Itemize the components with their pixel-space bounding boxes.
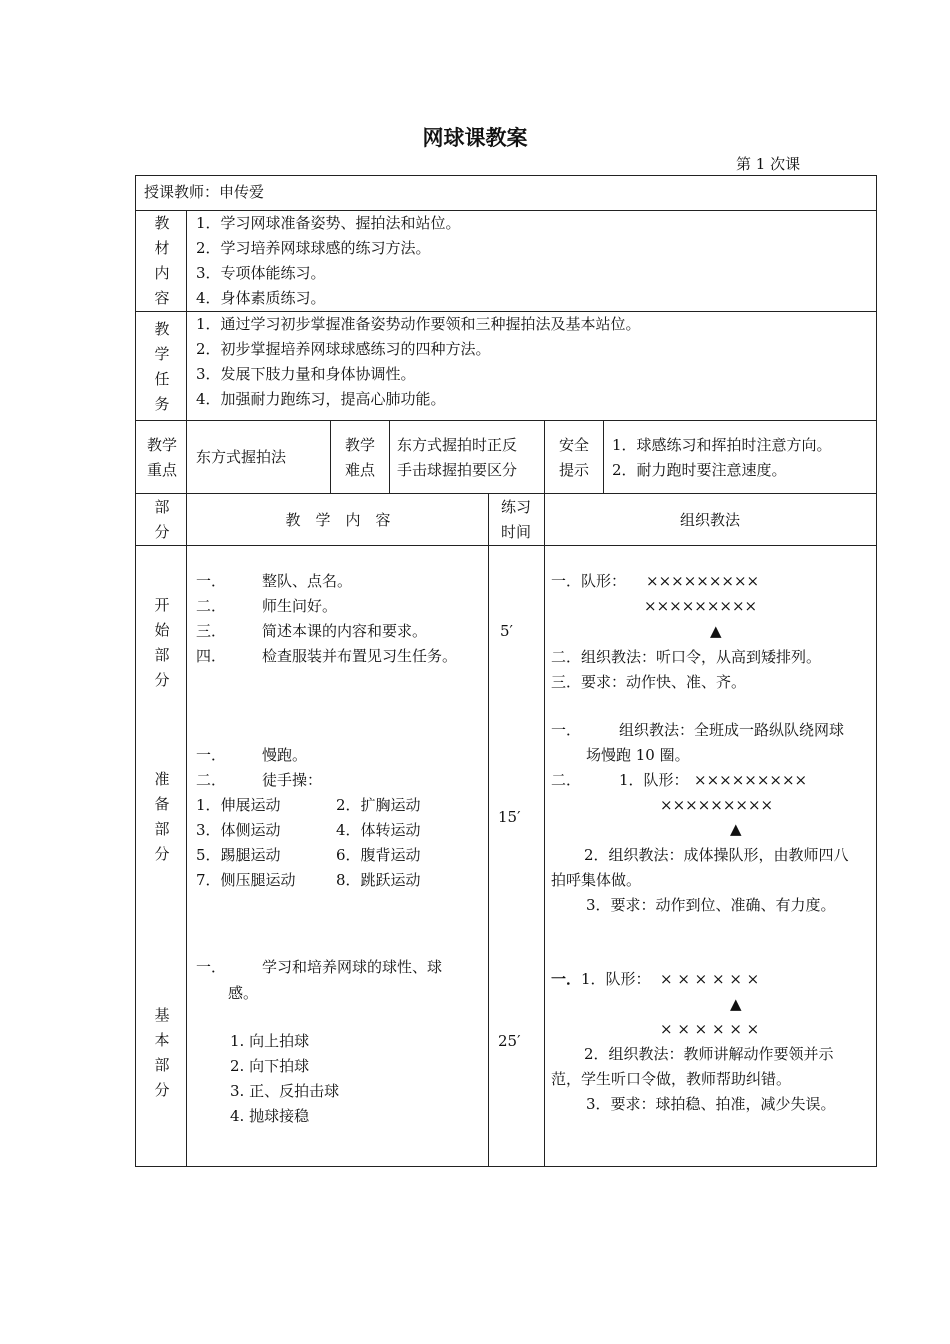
prep-method-line: 3．要求：动作到位、准确、有力度。 xyxy=(586,896,836,914)
list-item: 3．专项体能练习。 xyxy=(196,264,326,282)
formation-row: × × × × × × xyxy=(660,1020,760,1038)
exercise-row: 7．侧压腿运动 8．跳跃运动 xyxy=(196,871,421,889)
tasks-label: 教 学 任 务 xyxy=(154,320,170,413)
material-label: 教 材 内 容 xyxy=(154,214,170,307)
key-point-label: 教学 重点 xyxy=(146,436,177,479)
difficulty-value: 东方式握拍时正反 手击球握拍要区分 xyxy=(397,436,518,479)
prep-method-line: 场慢跑 10 圈。 xyxy=(586,746,690,764)
col-divider xyxy=(186,210,187,1166)
list-item: 3. 正、反拍击球 xyxy=(230,1082,340,1100)
formation-row: ××××××××× xyxy=(646,572,760,590)
list-item: 2．耐力跑时要注意速度。 xyxy=(612,461,787,479)
prep-method-line: 拍呼集体做。 xyxy=(551,871,642,889)
list-item: 二． 徒手操： xyxy=(196,771,323,789)
list-item: 2．初步掌握培养网球球感练习的四种方法。 xyxy=(196,340,491,358)
teacher-triangle-icon: ▲ xyxy=(730,820,742,838)
list-item: 2．学习培养网球球感的练习方法。 xyxy=(196,239,431,257)
difficulty-label: 教学 难点 xyxy=(344,436,375,479)
list-item: 3．发展下肢力量和身体协调性。 xyxy=(196,365,416,383)
col-divider xyxy=(488,493,489,1166)
prep-method-line: 一． 组织教法：全班成一路纵队绕网球 xyxy=(551,721,845,739)
basic-method-line: 2．组织教法：教师讲解动作要领并示 xyxy=(584,1045,834,1063)
basic-content-title: 感。 xyxy=(228,984,259,1002)
safety-list xyxy=(612,433,832,483)
prep-content xyxy=(196,743,421,893)
formation-row: × × × × × × xyxy=(660,970,760,988)
header-method: 组织教法 xyxy=(679,511,740,529)
header-content: 教 学 内 容 xyxy=(285,511,391,529)
safety-label: 安全 提示 xyxy=(558,436,589,479)
prep-time: 15′ xyxy=(498,808,521,826)
start-method-line: 三．要求：动作快、准、齐。 xyxy=(551,673,747,691)
list-item: 一． 慢跑。 xyxy=(196,746,308,764)
section-prep-label: 准 备 部 分 xyxy=(154,770,170,863)
basic-method-line: 范，学生听口令做，教师帮助纠错。 xyxy=(551,1070,792,1088)
prep-method-line: 二． 1．队形： xyxy=(551,771,689,789)
lesson-number: 第 1 次课 xyxy=(736,155,801,173)
teacher-triangle-icon: ▲ xyxy=(710,622,722,640)
section-basic-label: 基 本 部 分 xyxy=(154,1006,170,1099)
header-part: 部 分 xyxy=(154,498,170,541)
teacher-triangle-icon: ▲ xyxy=(730,995,742,1013)
row-divider xyxy=(135,545,877,546)
prep-method-line: 2．组织教法：成体操队形，由教师四八 xyxy=(584,846,849,864)
list-item: 一． 整队、点名。 xyxy=(196,572,353,590)
material-list xyxy=(196,211,461,311)
start-time: 5′ xyxy=(500,622,513,640)
basic-content-title: 一． 学习和培养网球的球性、球 xyxy=(196,958,443,976)
tasks-list xyxy=(196,312,641,412)
start-content xyxy=(196,569,457,669)
list-item: 2. 向下拍球 xyxy=(230,1057,310,1075)
formation-row: ××××××××× xyxy=(660,796,774,814)
list-item: 4．身体素质练习。 xyxy=(196,289,326,307)
list-item: 1．通过学习初步掌握准备姿势动作要领和三种握拍法及基本站位。 xyxy=(196,315,641,333)
start-method-line: 一．队形： xyxy=(551,572,627,590)
list-item: 4．加强耐力跑练习，提高心肺功能。 xyxy=(196,390,446,408)
col-divider xyxy=(389,420,390,493)
col-divider xyxy=(330,420,331,493)
formation-row: ××××××××× xyxy=(644,597,758,615)
list-item: 1．球感练习和挥拍时注意方向。 xyxy=(612,436,832,454)
section-start-label: 开 始 部 分 xyxy=(154,596,170,689)
start-method-line: 二．组织教法：听口令，从高到矮排列。 xyxy=(551,648,822,666)
basic-method-line: 一．1．队形： xyxy=(551,970,651,988)
exercise-row: 3．体侧运动 4．体转运动 xyxy=(196,821,421,839)
key-point-value: 东方式握拍法 xyxy=(196,448,287,466)
basic-time: 25′ xyxy=(498,1032,521,1050)
basic-method-line: 3．要求：球拍稳、拍准，减少失误。 xyxy=(586,1095,836,1113)
list-item: 二． 师生问好。 xyxy=(196,597,338,615)
teacher-name: 授课教师：申传爱 xyxy=(144,183,265,201)
page-title: 网球课教案 xyxy=(422,126,528,150)
col-divider xyxy=(603,420,604,493)
list-item: 4. 抛球接稳 xyxy=(230,1107,310,1125)
basic-items xyxy=(230,1029,339,1129)
row-divider xyxy=(135,493,877,494)
list-item: 三． 简述本课的内容和要求。 xyxy=(196,622,428,640)
list-item: 四． 检查服装并布置见习生任务。 xyxy=(196,647,458,665)
row-divider xyxy=(135,420,877,421)
exercise-row: 1．伸展运动 2．扩胸运动 xyxy=(196,796,421,814)
list-item: 1. 向上拍球 xyxy=(230,1032,310,1050)
exercise-row: 5．踢腿运动 6．腹背运动 xyxy=(196,846,421,864)
list-item: 1．学习网球准备姿势、握拍法和站位。 xyxy=(196,214,461,232)
formation-row: ××××××××× xyxy=(694,771,808,789)
header-time: 练习 时间 xyxy=(500,498,531,541)
